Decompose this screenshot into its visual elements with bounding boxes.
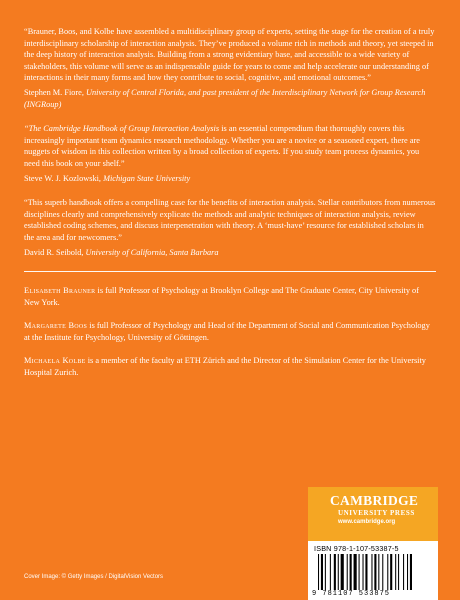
praise-author: Steve W. J. Kozlowski, — [24, 173, 101, 183]
barcode-icon — [316, 554, 430, 590]
praise-author: David R. Seibold, — [24, 247, 84, 257]
author-bio: Michaela Kolbe is a member of the faculty at ETH Zürich and the Director of the Simulation Center for the University Hospital Zurich. — [24, 356, 426, 378]
publisher-logo-box — [308, 487, 438, 541]
praise-affiliation: University of Central Florida, and past president of the Interdisciplinary Network for Group Research (INGRoup) — [24, 87, 426, 109]
praise-quote: “This superb handbook offers a compelling case for the benefits of interaction analysis. Stellar contributors from numerous disciplines clearly and comprehensively explicate the methods and analytic techniques of interaction analysis, review established coding schemes, and discuss interpenetration with theory. A ‘must-have’ resource for established scholars in the area and for newcomers.” — [24, 198, 436, 242]
praise-affiliation: University of California, Santa Barbara — [85, 247, 219, 257]
praise-affiliation: Michigan State University — [103, 173, 191, 183]
praise-author: Stephen M. Fiore, — [24, 87, 84, 97]
divider-line — [24, 271, 436, 272]
praise-attribution — [24, 247, 436, 259]
barcode-number: 9 781107 533875 — [312, 590, 391, 598]
praise-block-3 — [24, 197, 436, 258]
publisher-name: CAMBRIDGE — [330, 493, 419, 508]
praise-attribution — [24, 87, 436, 110]
praise-attribution — [24, 173, 436, 185]
editor-name: Elisabeth Brauner — [24, 286, 96, 296]
editor-name: Margarete Boos — [24, 321, 88, 331]
praise-quote: “Brauner, Boos, and Kolbe have assembled a multidisciplinary group of experts, setting the stage for the creation of a truly interdisciplinary scholarship of interaction analysis. They’ve produced a volume rich in methods and theory, yet steeped in the deep history of interaction analysis. Building from a strong evidentiary base, and accessible to a wide variety of stakeholders, this volume will serve as an indispensable guide for years to come and help accelerate our understanding of interactions in their many forms and how they contribute to social, cognitive, and emotional outcomes.” — [24, 27, 435, 83]
praise-quote: “The Cambridge Handbook of Group Interaction Analysis is an essential compendium that thoroughly covers this increasingly important team dynamics research methodology. Whether you are a novice or a seasoned expert, there are nuggets of wisdom in this collection written by a broad collection of experts. If you study team process dynamics, you need this book on your shelf.” — [24, 124, 421, 168]
author-bio: Margarete Boos is full Professor of Psychology and Head of the Department of Social and Communication Psychology at the Institute for Psychology, University of Göttingen. — [24, 321, 430, 342]
praise-block-1 — [24, 26, 436, 110]
author-bio: Elisabeth Brauner is full Professor of Psychology at Brooklyn College and The Graduate Center, City University of New York. — [24, 286, 419, 307]
book-title: “The Cambridge Handbook of Group Interaction Analysis — [24, 124, 220, 134]
editor-name: Michaela Kolbe — [24, 356, 86, 366]
isbn-label: ISBN 978-1-107-53387-5 — [314, 544, 399, 553]
publisher-press: UNIVERSITY PRESS — [338, 509, 415, 517]
back-cover-content — [24, 26, 436, 391]
publisher-url: www.cambridge.org — [338, 519, 396, 525]
isbn-barcode-box — [308, 541, 438, 600]
praise-block-2 — [24, 123, 436, 184]
cover-image-credit: Cover Image: © Getty Images / DigitalVision Vectors — [24, 574, 164, 580]
